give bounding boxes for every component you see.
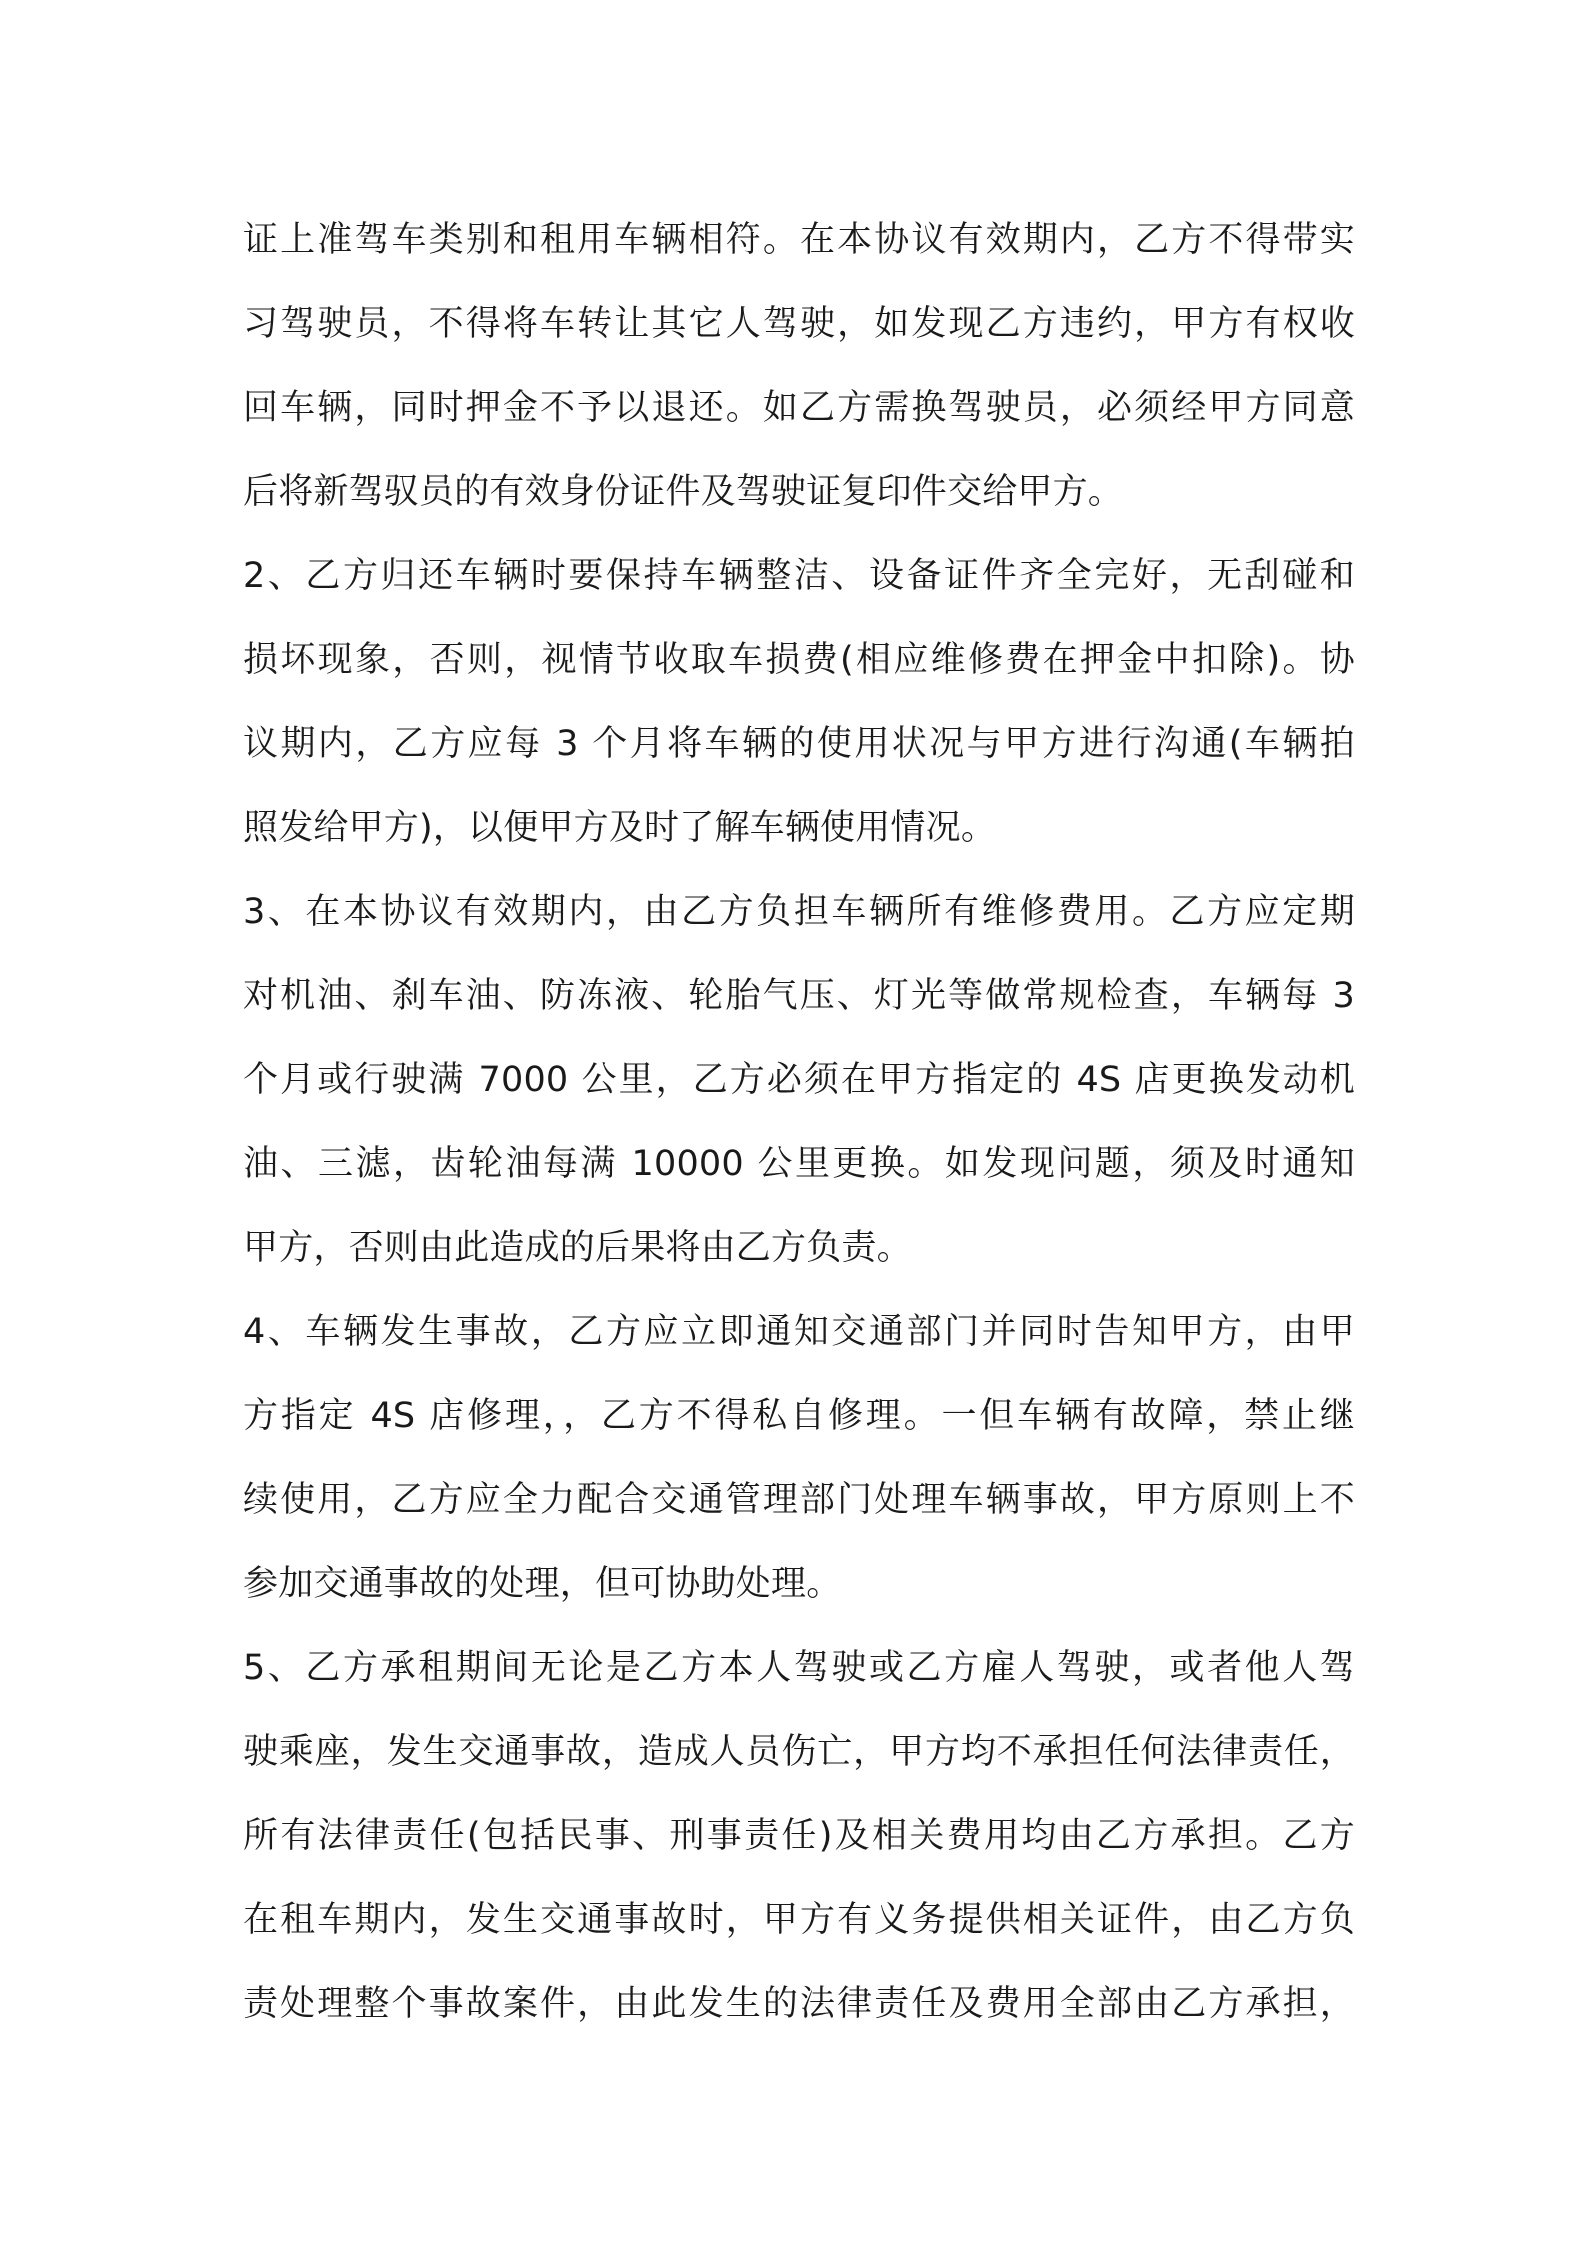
text-line: 回车辆，同时押金不予以退还。如乙方需换驾驶员，必须经甲方同意 [243, 388, 1355, 428]
text-line: 个月或行驶满 7000 公里，乙方必须在甲方指定的 4S 店更换发动机 [243, 1060, 1355, 1100]
text-line: 所有法律责任(包括民事、刑事责任)及相关费用均由乙方承担。乙方 [243, 1816, 1355, 1856]
text-line: 方指定 4S 店修理，，乙方不得私自修理。一但车辆有故障，禁止继 [243, 1396, 1355, 1436]
text-line: 习驾驶员，不得将车转让其它人驾驶，如发现乙方违约，甲方有权收 [243, 304, 1355, 344]
text-line: 3、在本协议有效期内，由乙方负担车辆所有维修费用。乙方应定期 [243, 892, 1355, 932]
text-line: 续使用，乙方应全力配合交通管理部门处理车辆事故，甲方原则上不 [243, 1480, 1355, 1520]
text-line: 照发给甲方)，以便甲方及时了解车辆使用情况。 [243, 808, 997, 848]
text-line: 对机油、刹车油、防冻液、轮胎气压、灯光等做常规检查，车辆每 3 [243, 976, 1355, 1016]
text-line: 4、车辆发生事故，乙方应立即通知交通部门并同时告知甲方，由甲 [243, 1312, 1355, 1352]
text-line: 油、三滤，齿轮油每满 10000 公里更换。如发现问题，须及时通知 [243, 1144, 1355, 1184]
text-line: 驶乘座，发生交通事故，造成人员伤亡，甲方均不承担任何法律责任， [243, 1732, 1355, 1772]
text-line: 议期内，乙方应每 3 个月将车辆的使用状况与甲方进行沟通(车辆拍 [243, 724, 1355, 764]
document-body [243, 198, 1355, 2046]
text-line: 损坏现象，否则，视情节收取车损费(相应维修费在押金中扣除)。协 [243, 640, 1355, 680]
text-line: 5、乙方承租期间无论是乙方本人驾驶或乙方雇人驾驶，或者他人驾 [243, 1648, 1355, 1688]
text-line: 在租车期内，发生交通事故时，甲方有义务提供相关证件，由乙方负 [243, 1900, 1355, 1940]
text-line: 参加交通事故的处理，但可协助处理。 [243, 1564, 842, 1604]
text-line: 后将新驾驭员的有效身份证件及驾驶证复印件交给甲方。 [243, 472, 1124, 512]
text-line: 甲方，否则由此造成的后果将由乙方负责。 [243, 1228, 912, 1268]
text-line: 责处理整个事故案件，由此发生的法律责任及费用全部由乙方承担， [243, 1984, 1355, 2024]
text-line: 2、乙方归还车辆时要保持车辆整洁、设备证件齐全完好，无刮碰和 [243, 556, 1355, 596]
text-line: 证上准驾车类别和租用车辆相符。在本协议有效期内，乙方不得带实 [243, 220, 1355, 260]
